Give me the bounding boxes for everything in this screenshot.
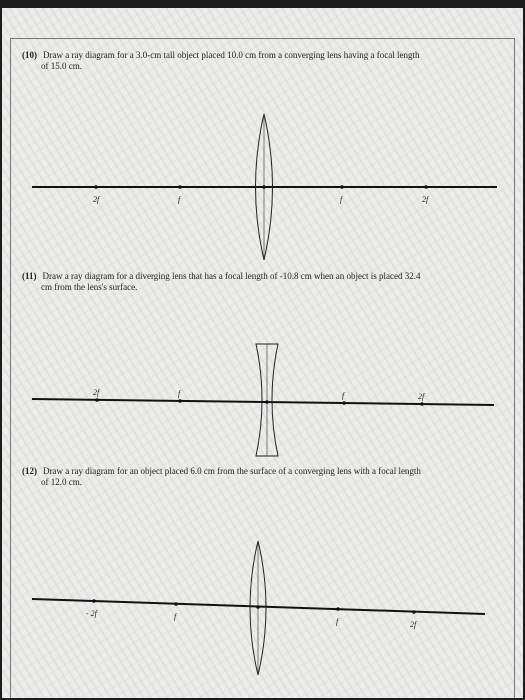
label-f-right-11: f [342, 391, 345, 400]
ray-diagrams [2, 8, 523, 698]
point-2f-right-10 [424, 185, 428, 189]
problem-11-number: (11) [22, 271, 37, 281]
point-2f-right-11 [420, 402, 424, 406]
diagram-11 [32, 344, 494, 456]
worksheet-page [2, 8, 523, 698]
point-2f-right-12 [412, 610, 416, 614]
problem-10-number: (10) [22, 50, 37, 60]
problem-12-number: (12) [22, 466, 37, 476]
point-2f-left-10 [94, 185, 98, 189]
point-f-left-10 [178, 185, 182, 189]
problem-11-text-line1: Draw a ray diagram for a diverging lens that has a focal length of -10.8 cm when an object is placed 32.4 [42, 271, 421, 281]
point-f-left-12 [174, 602, 178, 606]
label-f-left-12: f [174, 612, 177, 621]
label-2f-left-12: - 2f [86, 609, 97, 618]
label-2f-left-11: 2f [93, 388, 100, 397]
label-2f-right-12: 2f [410, 620, 417, 629]
point-f-left-11 [178, 399, 182, 403]
problem-10-text-line2: of 15.0 cm. [41, 61, 82, 71]
label-2f-left-10: 2f [93, 195, 100, 204]
lens-center-point-10 [262, 185, 266, 189]
label-f-left-10: f [178, 195, 181, 204]
problem-12-text-line1: Draw a ray diagram for an object placed 6.0 cm from the surface of a converging lens with a focal length [43, 466, 421, 476]
point-2f-left-12 [92, 599, 96, 603]
problem-10-text-line1: Draw a ray diagram for a 3.0-cm tall object placed 10.0 cm from a converging lens having a focal length [43, 50, 420, 60]
principal-axis-11 [32, 399, 494, 405]
point-f-right-12 [336, 607, 340, 611]
point-f-right-10 [340, 185, 344, 189]
problem-11-text-line2: cm from the lens's surface. [41, 282, 138, 292]
diagram-12 [32, 541, 485, 675]
label-2f-right-10: 2f [422, 195, 429, 204]
point-f-right-11 [342, 401, 346, 405]
diagram-10 [32, 114, 497, 260]
label-f-right-10: f [340, 195, 343, 204]
lens-center-point-12 [256, 605, 260, 609]
label-2f-right-11: 2f [418, 392, 425, 401]
problem-12-text-line2: of 12.0 cm. [41, 477, 82, 487]
lens-center-point-11 [265, 400, 269, 404]
point-2f-left-11 [95, 398, 99, 402]
label-f-left-11: f [178, 389, 181, 398]
label-f-right-12: f [336, 617, 339, 626]
